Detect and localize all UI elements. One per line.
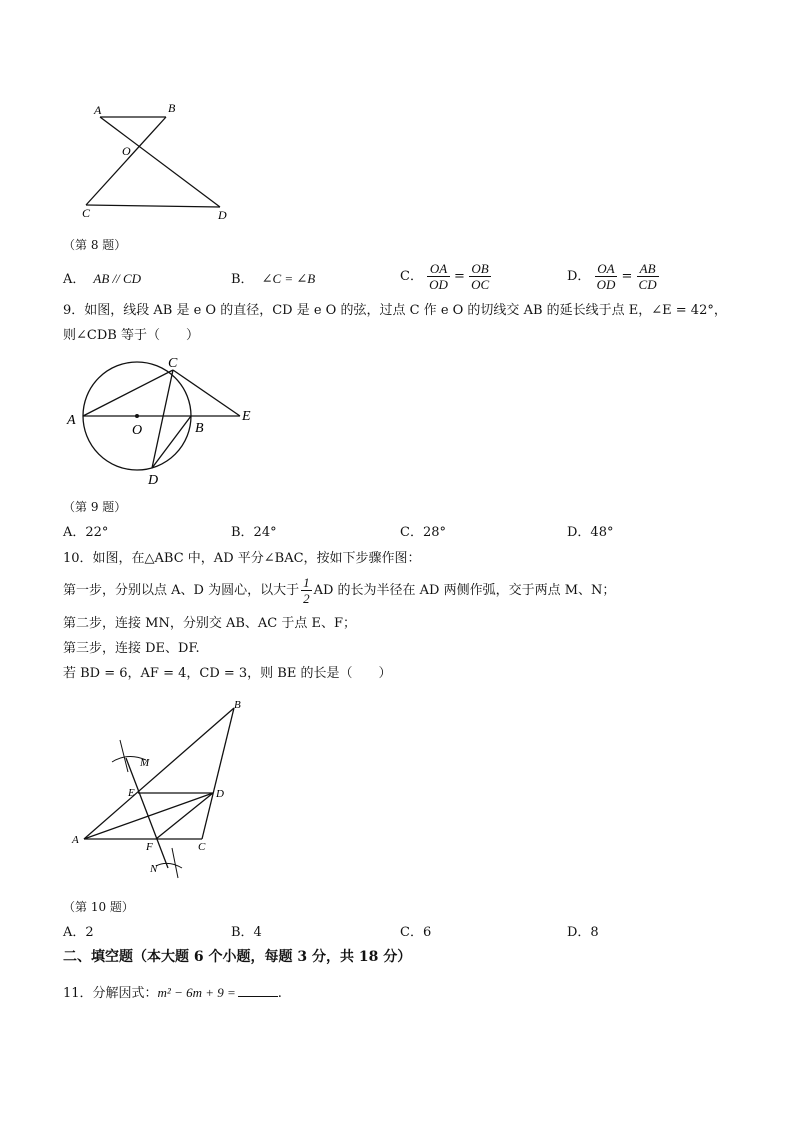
q10-step2: 第二步，连接 MN，分别交 AB、AC 于点 E、F；: [63, 616, 357, 631]
q10-label-C: C: [198, 841, 206, 853]
q8-label-O: O: [122, 144, 131, 158]
q8-figure: [70, 95, 250, 225]
q9-caption: （第 9 题）: [63, 500, 127, 514]
q8-option-b: B． ∠C = ∠B: [231, 271, 316, 287]
q10-step1: 第一步，分别以点 A、D 为圆心，以大于 $\frac{1}{2}$ AD 的长为半径在 AD 两侧作弧，交于两点 M、N；: [63, 575, 616, 606]
q8-option-d-frac2: $\frac{AB}{CD}$: [638, 261, 657, 292]
q10-step3: 第三步，连接 DE、DF.: [63, 641, 200, 656]
q10-label-N: N: [150, 863, 158, 875]
q8-option-a: A． AB // CD: [63, 271, 142, 287]
q10-label-A: A: [72, 834, 79, 846]
q8-option-c: C． $\frac{OA}{OD}$ = $\frac{OB}{OC}$: [400, 261, 490, 292]
q10-label-D: D: [216, 788, 224, 800]
section-heading: 二、填空题（本大题 6 个小题，每题 3 分，共 18 分）: [63, 949, 412, 965]
q8-label-C: C: [82, 206, 91, 220]
q9-label-O: O: [132, 423, 143, 438]
q9-label-A: A: [67, 413, 76, 428]
q9-stem-line2: 则∠CDB 等于（ ）: [63, 328, 199, 343]
q10-option-d: D．8: [567, 925, 599, 940]
q9-option-d: D．48°: [567, 525, 614, 540]
q9-label-E: E: [242, 409, 251, 424]
q10-condition: 若 BD = 6，AF = 4，CD = 3，则 BE 的长是（ ）: [63, 666, 392, 681]
q11-stem: 11．分解因式：m² − 6m + 9 = .: [63, 985, 282, 1001]
q9-label-C: C: [168, 356, 178, 371]
q9-label-B: B: [195, 421, 204, 436]
q10-half-fraction: $\frac{1}{2}$: [303, 575, 310, 606]
q8-caption: （第 8 题）: [63, 238, 127, 252]
q10-option-b: B．4: [231, 925, 262, 940]
q10-label-B: B: [234, 699, 241, 711]
q10-stem-line1: 10．如图，在△ABC 中，AD 平分∠BAC，按如下步骤作图：: [63, 551, 421, 566]
q11-answer-blank[interactable]: [238, 984, 278, 997]
q8-option-d: D． $\frac{OA}{OD}$ = $\frac{AB}{CD}$: [567, 261, 657, 292]
q10-caption: （第 10 题）: [63, 900, 134, 914]
q8-option-c-frac2: $\frac{OB}{OC}$: [471, 261, 490, 292]
q9-option-c: C．28°: [400, 525, 446, 540]
q9-stem-line1: 9．如图，线段 AB 是 e O 的直径，CD 是 e O 的弦，过点 C 作 e O 的切线交 AB 的延长线于点 E，∠E = 42°，: [63, 303, 727, 318]
q9-label-D: D: [148, 473, 159, 488]
q8-option-d-frac1: $\frac{OA}{OD}$: [596, 261, 616, 292]
q9-option-b: B．24°: [231, 525, 277, 540]
q9-option-a: A．22°: [63, 525, 109, 540]
q8-option-c-frac1: $\frac{OA}{OD}$: [429, 261, 448, 292]
q8-label-B: B: [168, 101, 176, 115]
q9-figure: [62, 350, 262, 490]
q10-label-F: F: [146, 841, 153, 853]
q10-label-M: M: [140, 757, 150, 769]
q8-label-D: D: [218, 208, 227, 222]
q10-option-a: A．2: [63, 925, 94, 940]
q10-option-c: C．6: [400, 925, 432, 940]
q8-label-A: A: [94, 103, 102, 117]
q10-figure: [68, 696, 268, 886]
q10-label-E: E: [128, 787, 135, 799]
